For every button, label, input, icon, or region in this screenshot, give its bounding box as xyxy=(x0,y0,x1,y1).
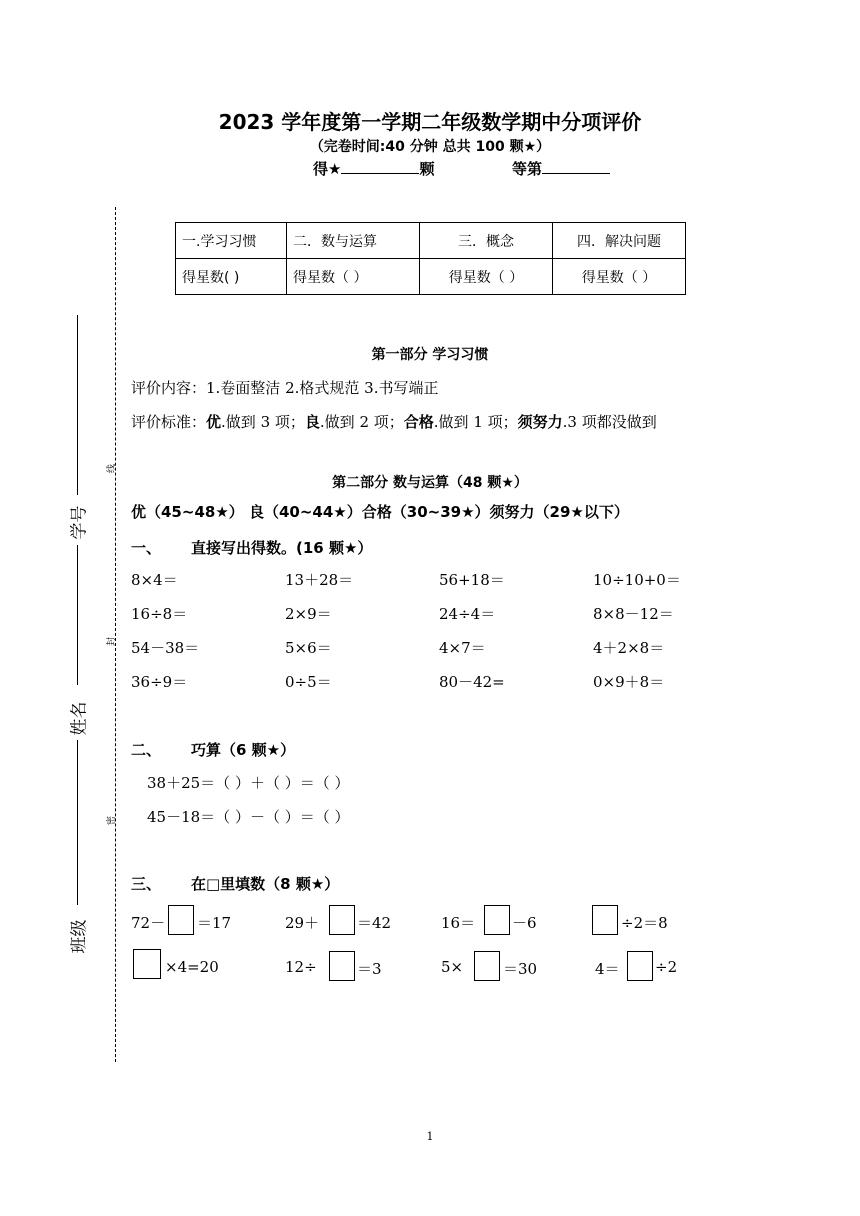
q1-problem[interactable]: 36÷9＝ xyxy=(131,673,188,691)
grade-line xyxy=(512,158,610,179)
q3-post: ×4=20 xyxy=(165,958,219,976)
q1-problem[interactable]: 0÷5＝ xyxy=(285,673,332,691)
q3-post: ÷2＝8 xyxy=(621,914,668,932)
answer-box[interactable] xyxy=(474,951,500,981)
part1-criteria xyxy=(131,411,657,432)
q3-post: ＝3 xyxy=(357,960,382,978)
score-label: 得★ xyxy=(313,160,342,178)
criteria-prefix: 评价标准： xyxy=(131,413,207,431)
criteria-liang-text: .做到 2 项； xyxy=(319,413,404,431)
score-table-header-row xyxy=(176,223,686,259)
criteria-hege: 合格 xyxy=(403,413,434,431)
name-line[interactable] xyxy=(77,545,78,685)
part1-title: 第一部分 学习习惯 xyxy=(371,347,489,363)
q1-problem[interactable]: 8×8－12＝ xyxy=(593,605,674,623)
class-label: 班级 xyxy=(69,919,90,954)
q1-problem[interactable]: 13＋28＝ xyxy=(285,571,354,589)
name-label: 姓名 xyxy=(69,701,90,736)
q3-post: ＝42 xyxy=(357,914,392,932)
part1-content: 评价内容：1.卷面整洁 2.格式规范 3.书写端正 xyxy=(131,379,439,397)
q3-pre: 12÷ xyxy=(285,958,317,976)
answer-box[interactable] xyxy=(133,949,161,979)
score-table-header: 四．解决问题 xyxy=(553,223,686,259)
binding-dashed-line xyxy=(115,207,116,1062)
criteria-hege-text: .做到 1 项； xyxy=(433,413,518,431)
q3-pre: 72－ xyxy=(131,914,166,932)
class-line[interactable] xyxy=(77,740,78,905)
q1-problem[interactable]: 5×6＝ xyxy=(285,639,332,657)
q3-title: 在□里填数（8 颗★） xyxy=(191,875,340,893)
score-table-cell[interactable]: 得星数（ ） xyxy=(420,259,553,295)
score-table-cell[interactable]: 得星数( ) xyxy=(176,259,287,295)
score-line xyxy=(313,158,434,179)
q3-number: 三、 xyxy=(131,875,162,893)
q1-problem[interactable]: 4＋2×8＝ xyxy=(593,639,665,657)
grade-label: 等第 xyxy=(512,160,543,178)
criteria-you: 优 xyxy=(206,413,222,431)
q1-title: 直接写出得数。(16 颗★） xyxy=(191,539,373,557)
answer-box[interactable] xyxy=(329,951,355,981)
q2-number: 二、 xyxy=(131,741,162,759)
q1-problem[interactable]: 2×9＝ xyxy=(285,605,332,623)
score-table-header: 一.学习习惯 xyxy=(176,223,287,259)
q2-title: 巧算（6 颗★） xyxy=(191,741,296,759)
score-table-header: 三．概念 xyxy=(420,223,553,259)
criteria-you-text: .做到 3 项； xyxy=(221,413,305,431)
q1-problem[interactable]: 16÷8＝ xyxy=(131,605,188,623)
q1-problem[interactable]: 54－38＝ xyxy=(131,639,200,657)
q3-pre: 5× xyxy=(441,958,464,976)
score-table xyxy=(175,222,686,295)
q3-post: －6 xyxy=(512,914,537,932)
student-id-line[interactable] xyxy=(77,315,78,495)
student-id-label: 学号 xyxy=(69,505,90,540)
q2-line[interactable]: 38＋25＝（ ）＋（ ）＝（ ） xyxy=(147,774,350,792)
score-blank[interactable] xyxy=(341,159,419,174)
score-unit: 颗 xyxy=(419,160,435,178)
q3-post: ÷2 xyxy=(655,958,678,976)
q1-problem[interactable]: 4×7＝ xyxy=(439,639,486,657)
score-table-cell[interactable]: 得星数（ ） xyxy=(553,259,686,295)
q3-pre: 16＝ xyxy=(441,914,476,932)
grade-blank[interactable] xyxy=(542,159,610,174)
score-table-value-row xyxy=(176,259,686,295)
page-subtitle: （完卷时间:40 分钟 总共 100 颗★） xyxy=(309,139,551,155)
q3-post: ＝17 xyxy=(197,914,232,932)
q1-problem[interactable]: 0×9＋8＝ xyxy=(593,673,665,691)
answer-box[interactable] xyxy=(329,905,355,935)
score-table-header: 二．数与运算 xyxy=(287,223,420,259)
answer-box[interactable] xyxy=(168,905,194,935)
seal-word: 密 xyxy=(107,815,118,826)
q1-problem[interactable]: 8×4＝ xyxy=(131,571,178,589)
criteria-liang: 良 xyxy=(304,413,320,431)
page-number: 1 xyxy=(426,1130,434,1143)
answer-box[interactable] xyxy=(592,905,618,935)
seal-word: 封 xyxy=(107,636,118,647)
criteria-nuli-text: .3 项都没做到 xyxy=(562,413,657,431)
q1-problem[interactable]: 80－42= xyxy=(439,673,505,691)
q1-problem[interactable]: 24÷4＝ xyxy=(439,605,496,623)
q3-pre: 29＋ xyxy=(285,914,320,932)
page-title: 2023 学年度第一学期二年级数学期中分项评价 xyxy=(218,110,642,134)
q1-number: 一、 xyxy=(131,539,162,557)
q3-pre: 4＝ xyxy=(595,960,620,978)
criteria-nuli: 须努力 xyxy=(517,413,563,431)
q1-problem[interactable]: 56+18＝ xyxy=(439,571,505,589)
part2-title: 第二部分 数与运算（48 颗★） xyxy=(332,475,528,491)
q1-problem[interactable]: 10÷10+0＝ xyxy=(593,571,681,589)
q2-line[interactable]: 45－18＝（ ）－（ ）＝（ ） xyxy=(147,808,350,826)
seal-word: 线 xyxy=(107,463,118,474)
answer-box[interactable] xyxy=(627,951,653,981)
part2-grading: 优（45~48★） 良（40~44★）合格（30~39★）须努力（29★以下） xyxy=(131,503,629,521)
q3-post: ＝30 xyxy=(503,960,538,978)
answer-box[interactable] xyxy=(484,905,510,935)
score-table-cell[interactable]: 得星数（ ） xyxy=(287,259,420,295)
